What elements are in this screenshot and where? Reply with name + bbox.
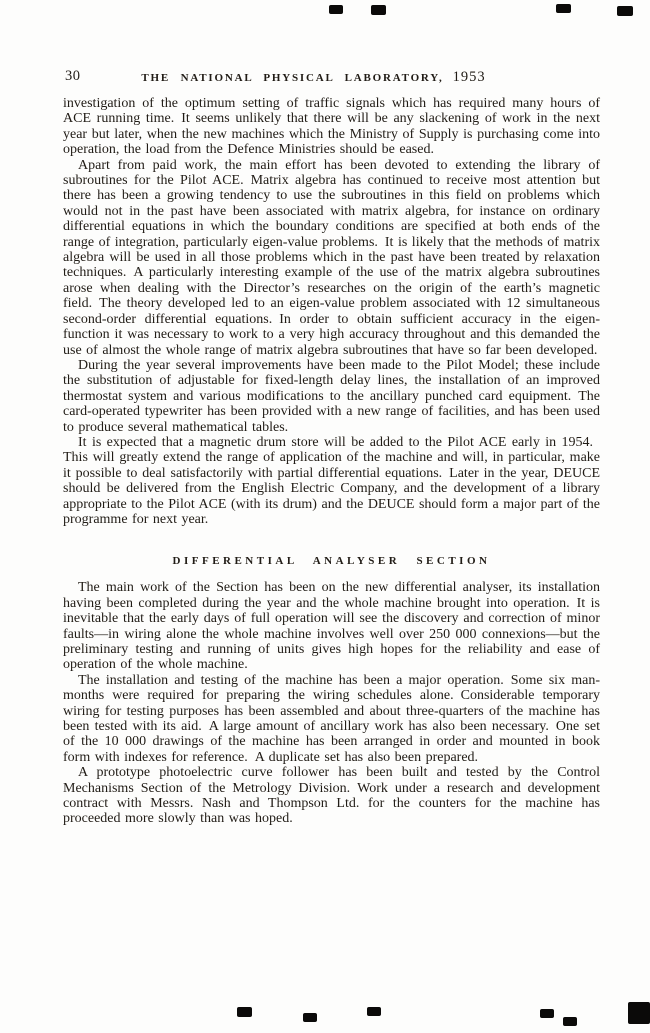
- body-paragraph: During the year several improvements have been made to the Pilot Model; these include the substitution of adjustable for fixed-length delay lines, the installation of an improved thermostat system and various modifications to the ancillary punched card equipment. The card-operated typewriter has been provided with a new range of facilities, and has been used to produce several mathematical tables.: [63, 357, 600, 435]
- scan-mark: [556, 4, 571, 13]
- header-title-text: THE NATIONAL PHYSICAL LABORATORY,: [141, 72, 444, 84]
- header-year: 1953: [452, 69, 486, 85]
- body-paragraph: investigation of the optimum setting of traffic signals which has required many hours of ACE running time. It seems unlikely that there will be any slackening of work in the next year but later, when the new machines which the Ministry of Supply is purchasing come into operation, the load from the Defence Ministries should be eased.: [63, 96, 600, 158]
- body-paragraph: It is expected that a magnetic drum store will be added to the Pilot ACE early in 1954. This will greatly extend the range of application of the machine and will, in particular, make it possible to deal satisfactorily with partial differential equations. Later in the year, DEUCE should be delivered from the English Electric Company, and the development of a library appropriate to the Pilot ACE (with its drum) and the DEUCE should form a major part of the programme for next year.: [63, 434, 600, 527]
- scan-mark: [237, 1007, 252, 1017]
- body-paragraph: Apart from paid work, the main effort has been devoted to extending the library of subroutines for the Pilot ACE. Matrix algebra has continued to receive most attention but there has been a growing tendency to use the subroutines in this field on problems which would not in the past have been associated with matrix algebra, for instance on ordinary differential equations in which the boundary conditions are specified at both ends of the range of integration, particularly eigen-value problems. It is likely that the methods of matrix algebra will be used in all those problems which in the past have been treated by relaxation techniques. A particularly interesting example of the use of the matrix algebra subroutines arose when dealing with the Director’s researches on the origin of the earth’s magnetic field. The theory developed led to an eigen-value problem associated with 12 simultaneous second-order differential equations. In order to obtain sufficient accuracy in the eigen-function it was necessary to work to a very high accuracy throughout and this demanded the use of almost the whole range of matrix algebra subroutines that have so far been developed.: [63, 157, 600, 358]
- body-paragraph: The main work of the Section has been on the new differential analyser, its installation having been completed during the year and the whole machine brought into operation. It is inevitable that the early days of full operation will see the discovery and correction of minor faults—in wiring alone the whole machine involves well over 250 000 connexions—but the preliminary testing and running of units gives high hopes for the reliability and ease of operation of the whole machine.: [63, 580, 600, 673]
- scan-mark: [540, 1009, 554, 1018]
- running-header: [63, 66, 600, 88]
- scan-mark: [628, 1002, 650, 1024]
- body-paragraph: The installation and testing of the machine has been a major operation. Some six man-months were required for preparing the wiring schedules alone. Considerable temporary wiring for testing purposes has been assembled and about three-quarters of the machine has been tested with its aid. A large amount of ancillary work has also been necessary. One set of the 10 000 drawings of the machine has been arranged in order and mounted in book form with indexes for reference. A duplicate set has also been prepared.: [63, 672, 600, 765]
- scan-mark: [371, 5, 386, 15]
- body-paragraph: A prototype photoelectric curve follower has been built and tested by the Control Mechanisms Section of the Metrology Division. Work under a research and development contract with Messrs. Nash and Thompson Ltd. for the counters for the machine has proceeded more slowly than was hoped.: [63, 765, 600, 827]
- scan-mark: [367, 1007, 381, 1016]
- scan-mark: [563, 1017, 577, 1026]
- body-text-column: [63, 96, 600, 827]
- scan-mark: [617, 6, 633, 16]
- section-heading: DIFFERENTIAL ANALYSER SECTION: [172, 555, 491, 568]
- page-number: 30: [65, 68, 81, 84]
- header-title: [45, 66, 582, 86]
- scan-mark: [303, 1013, 317, 1022]
- scan-mark: [329, 5, 343, 14]
